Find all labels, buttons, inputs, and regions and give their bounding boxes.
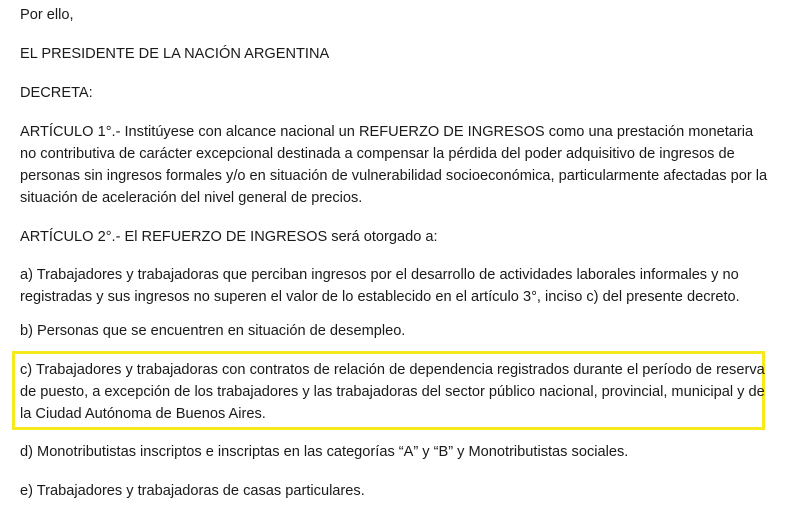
item-b: b) Personas que se encuentren en situación de desempleo. [20, 323, 406, 339]
item-d: d) Monotributistas inscriptos e inscriptas en las categorías “A” y “B” y Monotributistas sociales. [20, 444, 629, 460]
item-e: e) Trabajadores y trabajadoras de casas particulares. [20, 483, 365, 499]
item-a-line: a) Trabajadores y trabajadoras que perciban ingresos por el desarrollo de actividades laborales informales y no [20, 267, 739, 283]
article-1 [20, 121, 780, 209]
article-1-line: personas sin ingresos formales y/o en situación de vulnerabilidad socioeconómica, particularmente afectadas por la [20, 168, 768, 184]
item-a-line: registradas y sus ingresos no superen el valor de lo establecido en el artículo 3°, inciso c) del presente decreto. [20, 289, 740, 305]
article-1-line: no contributiva de carácter excepcional destinada a compensar la pérdida del poder adquisitivo de ingresos de [20, 146, 735, 162]
issuer-heading: EL PRESIDENTE DE LA NACIÓN ARGENTINA [20, 46, 330, 62]
item-c [20, 359, 780, 425]
item-a [20, 264, 780, 308]
article-1-line: situación de aceleración del nivel general de precios. [20, 190, 363, 206]
item-c-line: de puesto, a excepción de los trabajadores y las trabajadoras del sector público nacional, provincial, municipal y de [20, 384, 765, 400]
item-c-line: c) Trabajadores y trabajadoras con contratos de relación de dependencia registrados durante el período de reserva [20, 362, 765, 378]
article-2: ARTÍCULO 2°.- El REFUERZO DE INGRESOS será otorgado a: [20, 229, 438, 245]
decree-heading: DECRETA: [20, 85, 93, 101]
intro-text: Por ello, [20, 7, 74, 23]
article-1-line: ARTÍCULO 1°.- Institúyese con alcance nacional un REFUERZO DE INGRESOS como una prestación monetaria [20, 124, 754, 140]
item-c-line: la Ciudad Autónoma de Buenos Aires. [20, 406, 266, 422]
